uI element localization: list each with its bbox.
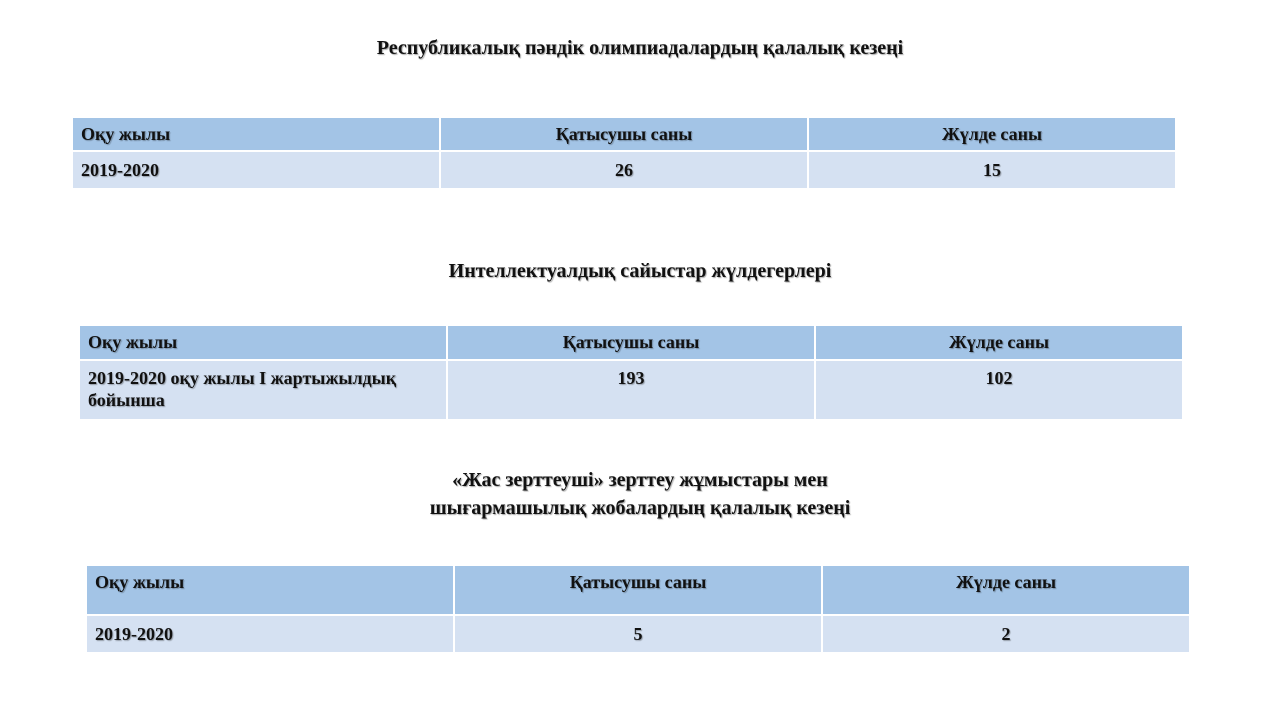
header-academic-year: Оқу жылы — [72, 117, 440, 151]
header-academic-year: Оқу жылы — [86, 565, 454, 615]
cell-participants: 5 — [454, 615, 822, 653]
header-prizes: Жүлде саны — [822, 565, 1190, 615]
cell-prizes: 102 — [815, 360, 1183, 420]
table-row — [72, 151, 1176, 189]
table-row — [79, 360, 1183, 420]
cell-participants: 26 — [440, 151, 808, 189]
table-header-row — [86, 565, 1190, 615]
young-researcher-table — [85, 564, 1191, 654]
section-3-title — [0, 466, 1280, 522]
cell-academic-year: 2019-2020 — [86, 615, 454, 653]
section-1-title-line: Республикалық пәндік олимпиадалардың қалалық кезеңі — [376, 37, 904, 59]
table-header-row — [79, 325, 1183, 360]
header-prizes: Жүлде саны — [815, 325, 1183, 360]
cell-academic-year: 2019-2020 оқу жылы І жартыжылдық бойынша — [79, 360, 447, 420]
section-2-title-line: Интеллектуалдық сайыстар жүлдегерлері — [448, 260, 832, 282]
table-row — [86, 615, 1190, 653]
header-participants: Қатысушы саны — [447, 325, 815, 360]
header-prizes: Жүлде саны — [808, 117, 1176, 151]
section-3-title-line-1: «Жас зерттеуші» зерттеу жұмыстары мен — [452, 469, 828, 491]
section-1-title — [0, 34, 1280, 62]
table-header-row — [72, 117, 1176, 151]
intellectual-contests-table — [78, 324, 1184, 421]
olympiad-table — [71, 116, 1177, 190]
cell-academic-year: 2019-2020 — [72, 151, 440, 189]
header-academic-year: Оқу жылы — [79, 325, 447, 360]
section-2-title — [0, 257, 1280, 285]
header-participants: Қатысушы саны — [454, 565, 822, 615]
cell-prizes: 2 — [822, 615, 1190, 653]
section-3-title-line-2: шығармашылық жобалардың қалалық кезеңі — [429, 497, 851, 519]
header-participants: Қатысушы саны — [440, 117, 808, 151]
cell-prizes: 15 — [808, 151, 1176, 189]
cell-participants: 193 — [447, 360, 815, 420]
